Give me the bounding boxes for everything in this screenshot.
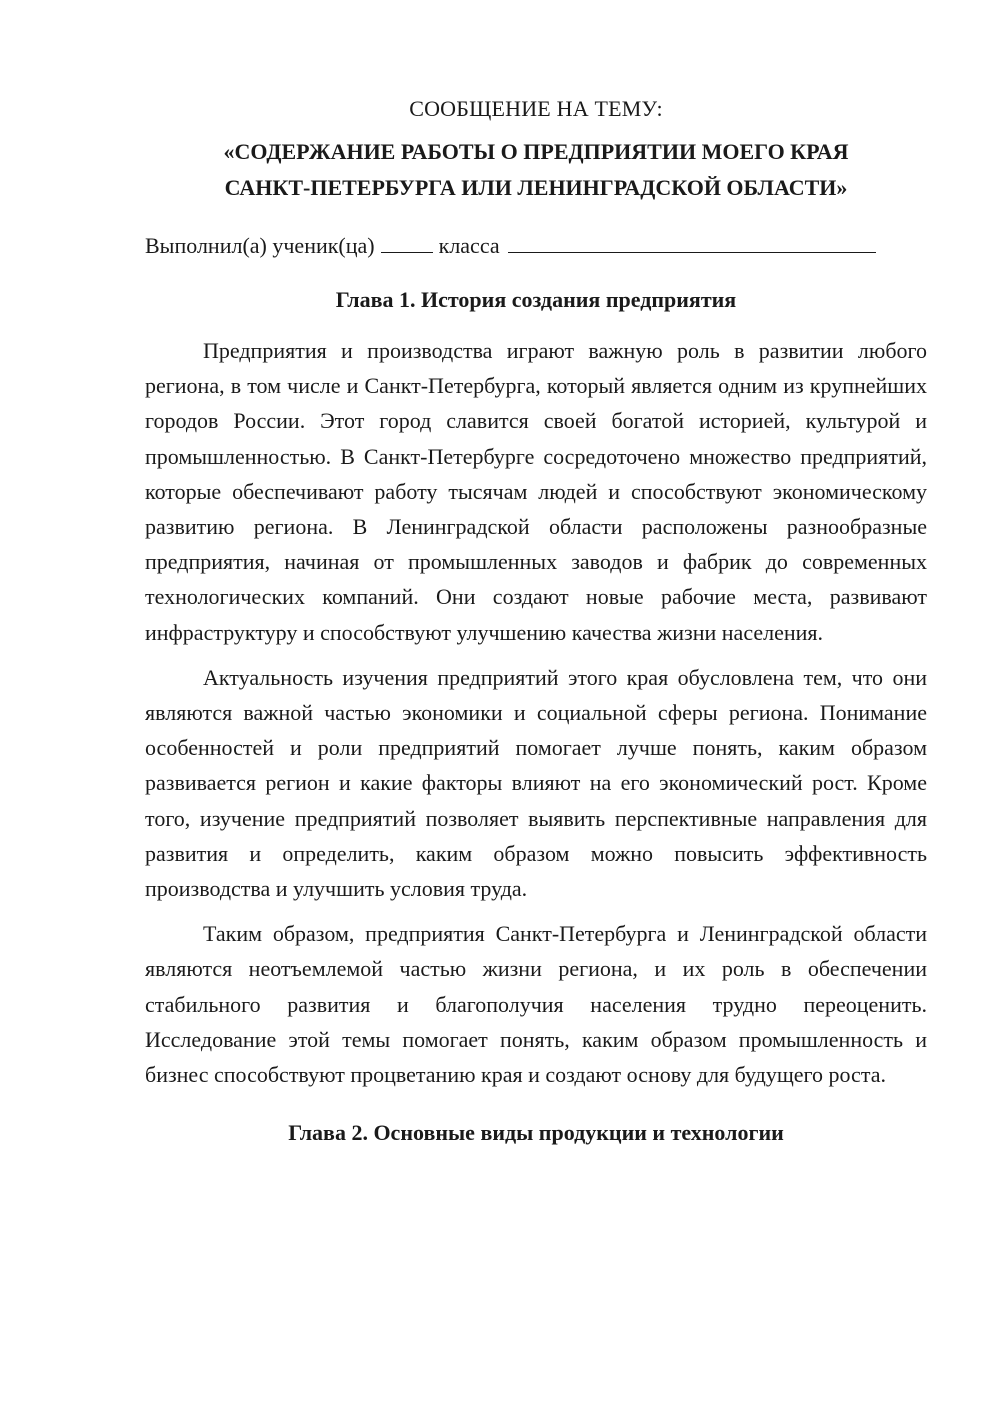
report-title-line-1: «СОДЕРЖАНИЕ РАБОТЫ О ПРЕДПРИЯТИИ МОЕГО КРАЯ xyxy=(223,139,849,164)
author-prefix: Выполнил(а) ученик(ца) xyxy=(145,233,375,258)
student-name-blank xyxy=(508,230,876,253)
report-title-line-2: САНКТ-ПЕТЕРБУРГА ИЛИ ЛЕНИНГРАДСКОЙ ОБЛАСТИ» xyxy=(224,175,848,200)
report-type-heading: СООБЩЕНИЕ НА ТЕМУ: xyxy=(409,96,663,121)
chapter-2-heading: Глава 2. Основные виды продукции и технологии xyxy=(288,1120,784,1146)
author-line xyxy=(145,230,927,261)
chapter-1-heading: Глава 1. История создания предприятия xyxy=(335,287,737,312)
author-class-label: класса xyxy=(438,233,500,258)
document-page xyxy=(145,94,927,1148)
paragraph-2: Актуальность изучения предприятий этого края обусловлена тем, что они являются важной частью экономики и социальной сферы региона. Понимание особенностей и роли предприятий помогает лучше понять, каким образом развивается регион и какие факторы влияют на его экономический рост. Кроме того, изучение предприятий позволяет выявить перспективные направления для развития и определить, каким образом можно повысить эффективность производства и улучшить условия труда. xyxy=(145,664,927,902)
class-number-blank xyxy=(381,230,433,253)
paragraph-1: Предприятия и производства играют важную роль в развитии любого региона, в том числе и Санкт-Петербурга, который является одним из крупнейших городов России. Этот город славится своей богатой историей, культурой и промышленностью. В Санкт-Петербурге сосредоточено множество предприятий, которые обеспечивают работу тысячам людей и способствуют экономическому развитию региона. В Ленинградской области расположены разнообразные предприятия, начиная от промышленных заводов и фабрик до современных технологических компаний. Они создают новые рабочие места, развивают инфраструктуру и способствуют улучшению качества жизни населения. xyxy=(145,338,927,645)
paragraph-3: Таким образом, предприятия Санкт-Петербурга и Ленинградской области являются неотъемлемой частью жизни региона, и их роль в обеспечении стабильного развития и благополучия населения трудно переоценить. Исследование этой темы помогает понять, каким образом промышленность и бизнес способствуют процветанию края и создают основу для будущего роста. xyxy=(145,921,927,1088)
